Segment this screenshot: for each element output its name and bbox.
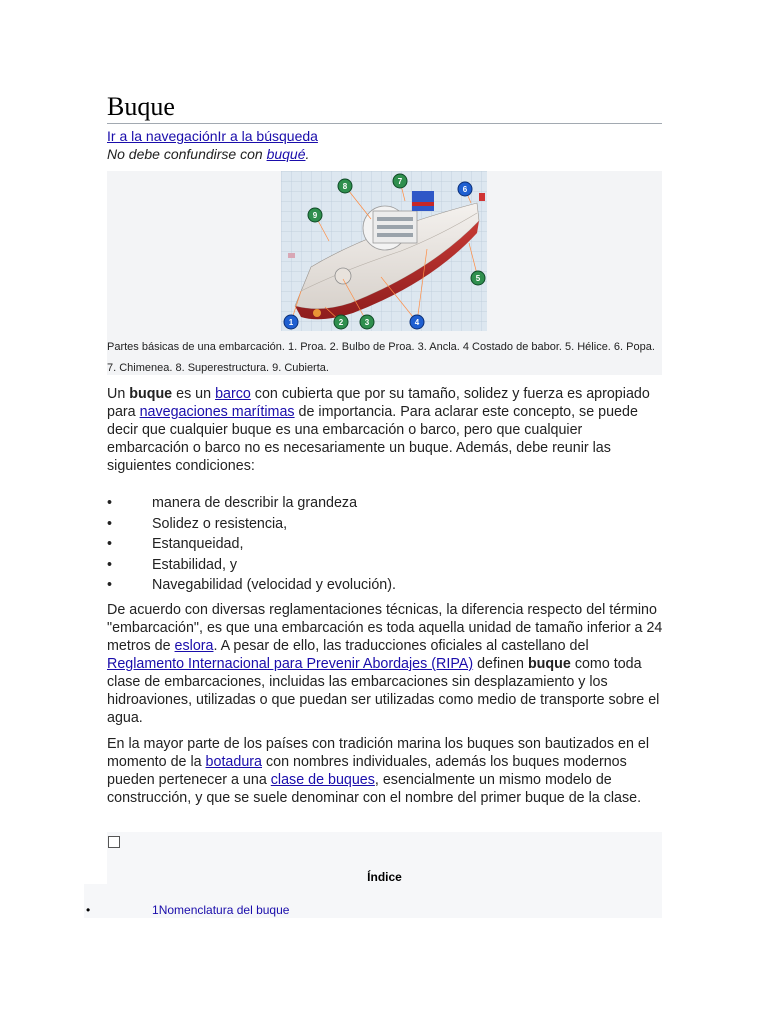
para2-text-2: . A pesar de ello, las traducciones oficiales al castellano del: [213, 638, 589, 654]
page-title: Buque: [107, 92, 175, 121]
jump-links: [107, 128, 318, 145]
para1-text-4: de importancia. Para aclarar este concepto, se puede decir que cualquier buque es una embarcación o barco, pero que cualquier embarcación o barco no es necesariamente un buque. Además, debe reunir las siguientes condiciones:: [107, 404, 638, 474]
link-clase-de-buques[interactable]: clase de buques: [270, 772, 375, 788]
svg-text:9: 9: [312, 211, 318, 220]
callout-2: [334, 315, 348, 329]
svg-text:1: 1: [288, 318, 294, 327]
ship-diagram-image[interactable]: [281, 171, 487, 331]
callout-1: [284, 315, 298, 329]
para1-bold-term: buque: [129, 386, 173, 402]
toc-item-label: Nomenclatura del buque: [158, 903, 290, 917]
hatnote: [107, 146, 309, 163]
para3-text-2: con nombres individuales, además los buques modernos pueden pertenecer a una: [107, 754, 627, 788]
flag-stern: [479, 193, 485, 201]
flag-bow: [288, 253, 295, 258]
hatnote-suffix: .: [305, 146, 310, 162]
definition-paragraph: [107, 601, 663, 727]
list-item: [107, 493, 396, 514]
link-reglamento-ripa[interactable]: Reglamento Internacional para Prevenir Abordajes (RIPA): [107, 656, 474, 672]
para1-text-2: es un: [172, 386, 216, 402]
anchor-highlight: [335, 268, 351, 284]
callout-9: [308, 208, 322, 222]
callout-6: [458, 182, 472, 196]
link-botadura[interactable]: botadura: [205, 754, 262, 770]
link-barco[interactable]: barco: [215, 386, 251, 402]
svg-text:4: 4: [414, 318, 420, 327]
callout-3: [360, 315, 374, 329]
para1-text-3: con cubierta que por su tamaño, solidez y fuerza es apropiado para: [107, 386, 650, 420]
title-divider: [107, 123, 662, 124]
list-bullet: •: [107, 515, 113, 532]
conditions-list: [107, 493, 396, 596]
list-item: [107, 534, 396, 555]
list-bullet: •: [107, 495, 113, 511]
para2-bold-term: buque: [527, 656, 571, 672]
naming-paragraph: [107, 735, 663, 807]
list-item: [107, 575, 396, 596]
para2-text-3: definen: [473, 656, 528, 672]
list-item-text: manera de describir la grandeza: [152, 495, 358, 511]
list-item-text: Solidez o resistencia,: [152, 515, 288, 532]
hatnote-link-buque[interactable]: buqué: [266, 146, 306, 162]
list-item: [107, 514, 396, 535]
link-eslora[interactable]: eslora: [174, 638, 214, 654]
intro-paragraph: [107, 385, 663, 475]
list-bullet: •: [107, 577, 113, 593]
toc-title: Índice: [367, 870, 402, 884]
svg-text:6: 6: [462, 185, 468, 194]
toc-item-number: 1: [152, 903, 159, 917]
chimney: [412, 191, 434, 211]
para3-text-3: , esencialmente un mismo modelo de construcción, y que se suele denominar con el nombre del primer buque de la clase.: [107, 772, 642, 806]
list-item: [107, 555, 396, 576]
list-item-text: Estabilidad, y: [152, 556, 238, 573]
svg-text:5: 5: [475, 274, 481, 283]
svg-text:3: 3: [364, 318, 370, 327]
link-navegaciones-maritimas[interactable]: navegaciones marítimas: [139, 404, 295, 420]
bulb-highlight: [313, 309, 321, 317]
toc-item-nomenclatura[interactable]: [152, 902, 289, 918]
hatnote-text: No debe confundirse con: [107, 146, 267, 162]
svg-text:8: 8: [342, 182, 348, 191]
para2-text-4: como toda clase de embarcaciones, incluidas las embarcaciones sin desplazamiento y los hidroaviones, utilizadas o que puedan ser utilizadas como medio de transporte sobre el agua.: [107, 656, 660, 726]
list-bullet: •: [107, 556, 113, 573]
callout-5: [471, 271, 485, 285]
callout-7: [393, 174, 407, 188]
svg-text:7: 7: [397, 177, 403, 186]
jump-to-navigation-link[interactable]: Ir a la navegación: [107, 128, 218, 144]
toc-bullet: •: [86, 903, 91, 917]
para3-text-1: En la mayor parte de los países con tradición marina los buques son bautizados en el momento de la: [107, 736, 650, 770]
toc-toggle-checkbox[interactable]: [108, 836, 120, 848]
figure-caption: Partes básicas de una embarcación. 1. Proa. 2. Bulbo de Proa. 3. Ancla. 4 Costado de babor. 5. Hélice. 6. Popa. 7. Chimenea. 8. Superestructura. 9. Cubierta.: [107, 341, 655, 374]
list-item-text: Navegabilidad (velocidad y evolución).: [152, 577, 396, 593]
callout-4: [410, 315, 424, 329]
jump-to-search-link[interactable]: Ir a la búsqueda: [217, 128, 318, 144]
list-item-text: Estanqueidad,: [152, 536, 244, 552]
para2-text-1: De acuerdo con diversas reglamentaciones técnicas, la diferencia respecto del término "embarcación", es que una embarcación es toda aquella unidad de tamaño inferior a 24 metros de: [107, 602, 663, 654]
para1-text-1: Un: [107, 386, 130, 402]
svg-text:2: 2: [338, 318, 344, 327]
callout-8: [338, 179, 352, 193]
list-bullet: •: [107, 536, 113, 552]
